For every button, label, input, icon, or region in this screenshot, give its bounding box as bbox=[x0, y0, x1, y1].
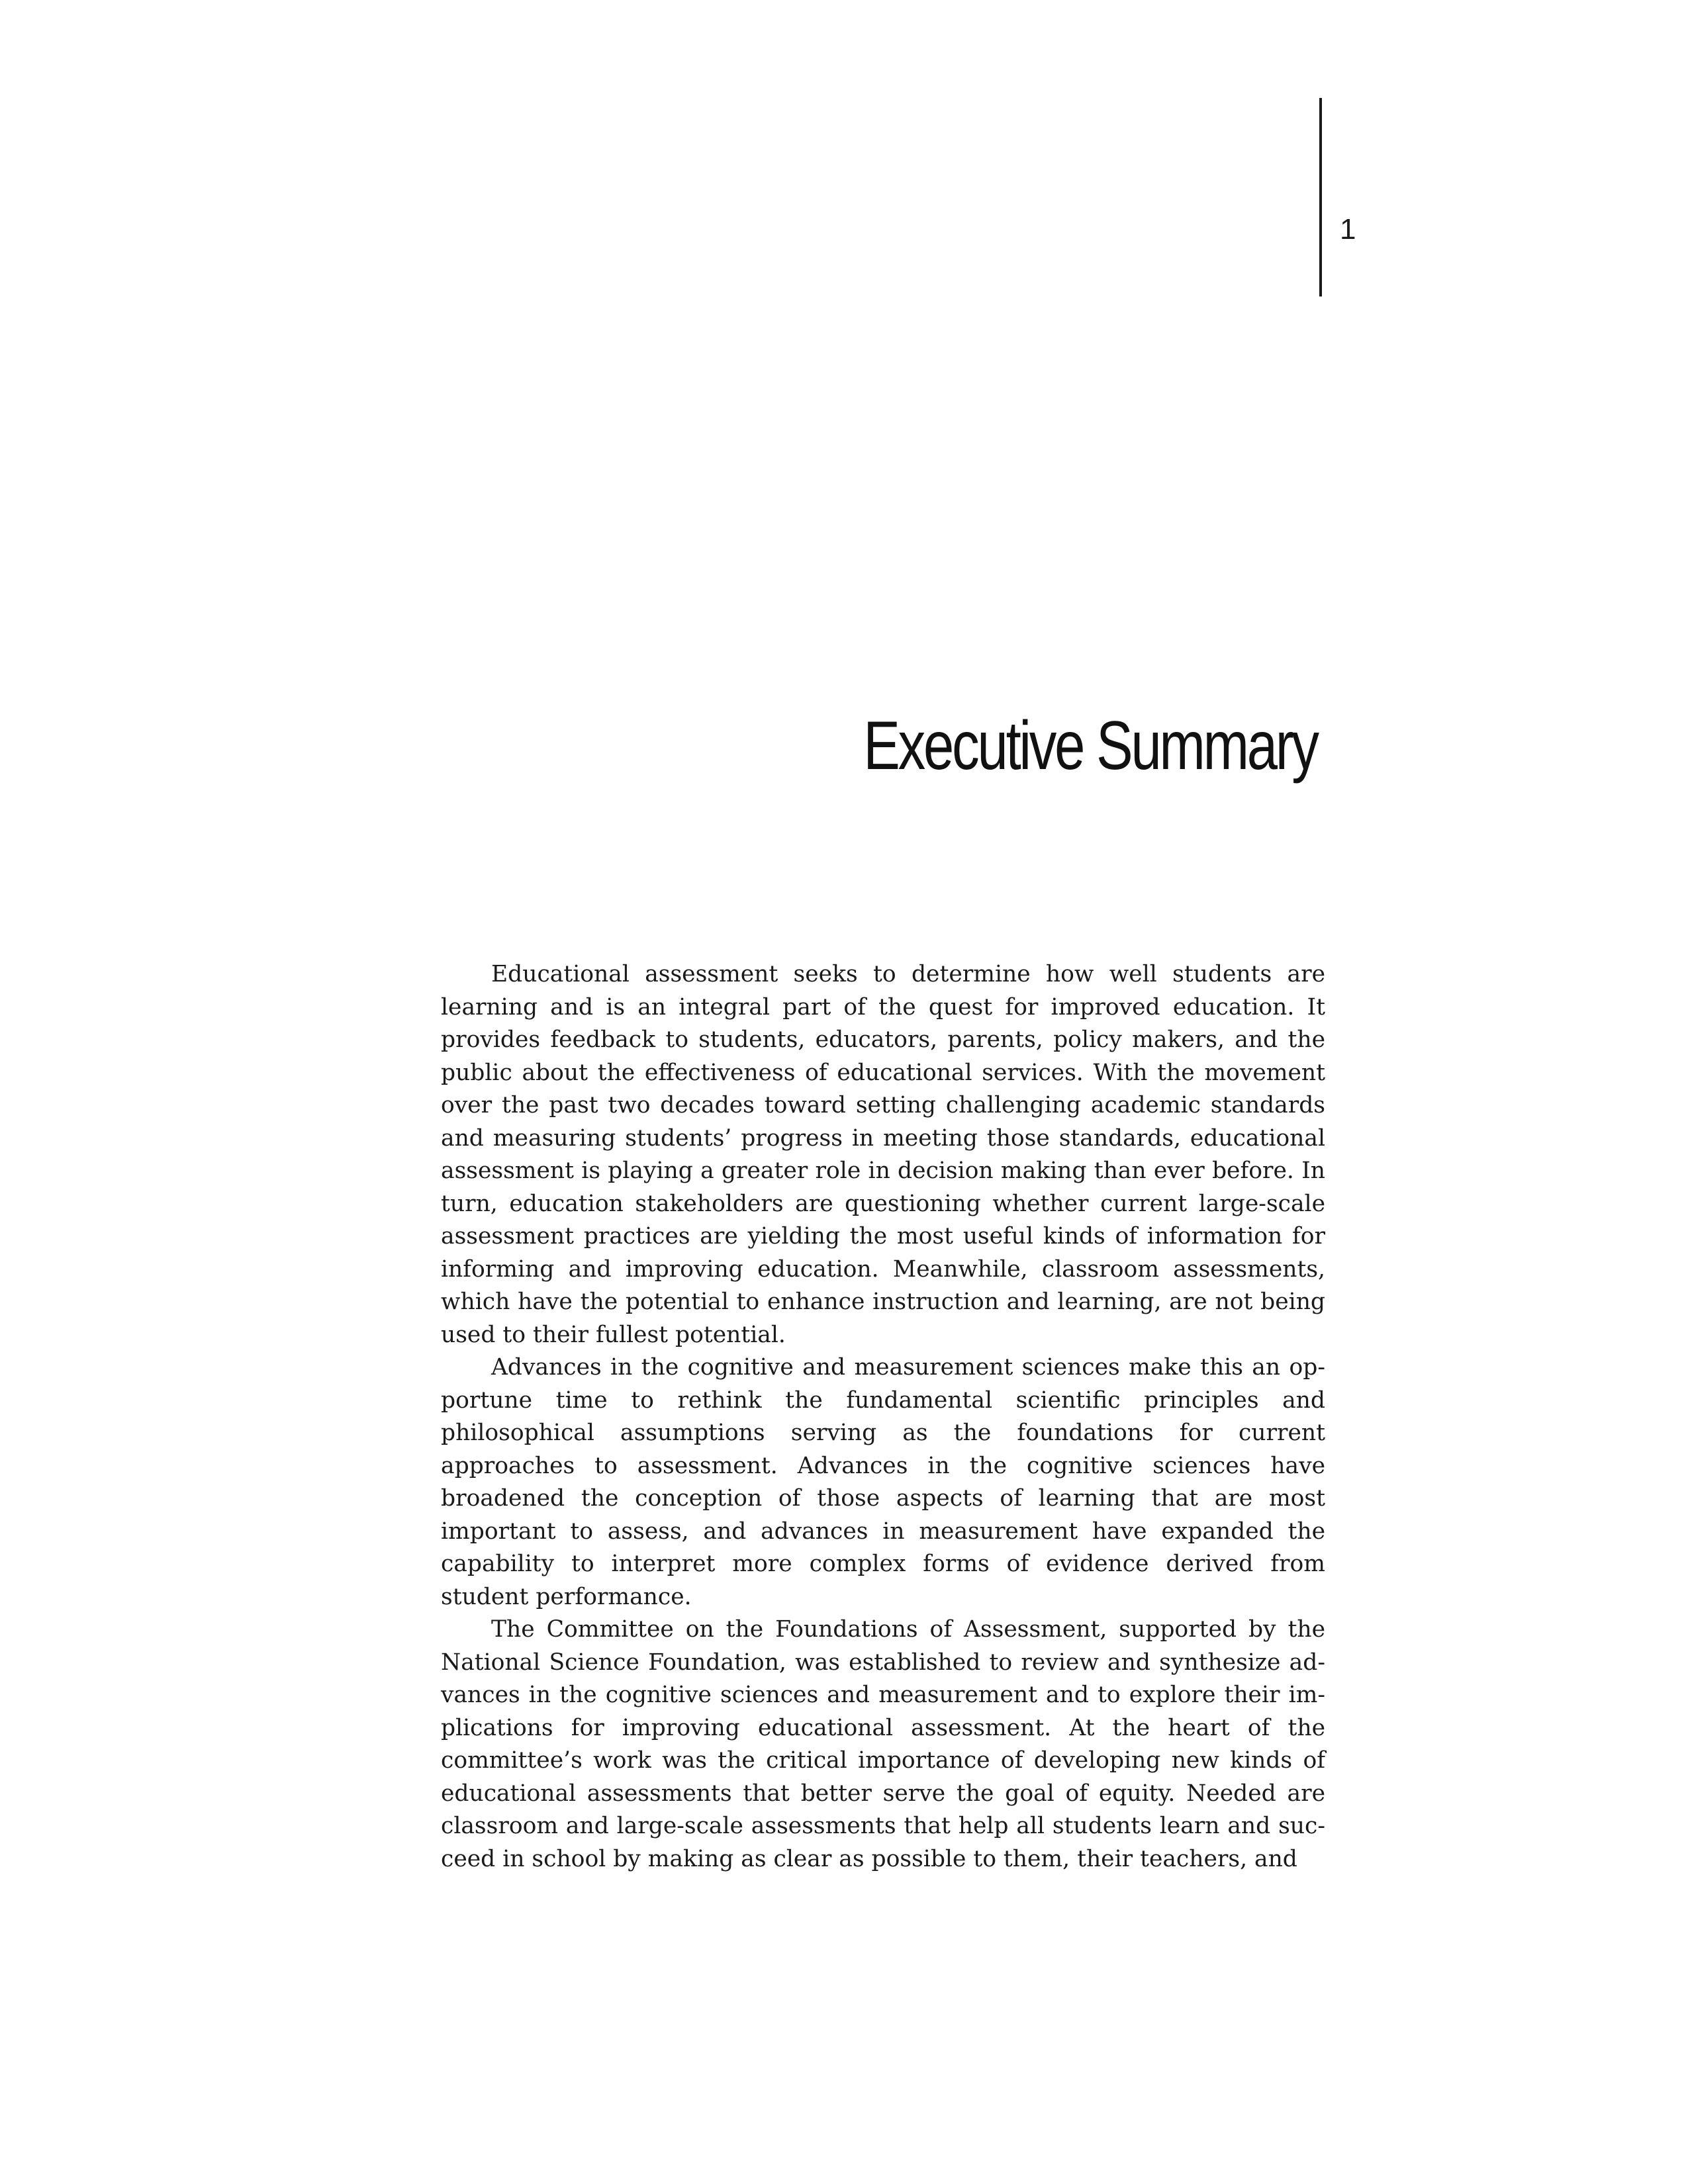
page-number: 1 bbox=[1340, 213, 1356, 246]
paragraph-1: Educational assessment seeks to determine how well students are learning and is an integral part of the quest for improved education. It provides feedback to students, educators, parents, policy makers, and the public about the effectiveness of educational services. With the movement over the past two decades toward setting challenging academic standards and measuring students’ progress in meeting those standards, educational assessment is playing a greater role in decision making than ever before. In turn, education stakeholders are questioning whether current large-scale assessment practices are yielding the most useful kinds of information for informing and improving education. Meanwhile, classroom assessments, which have the potential to enhance instruction and learning, are not being used to their fullest potential. bbox=[441, 961, 1325, 1348]
body-text bbox=[441, 958, 1325, 1876]
chapter-title: Executive Summary bbox=[863, 707, 1317, 784]
paragraph-3: The Committee on the Foundations of Assessment, supported by the National Science Foundation, was established to review and synthesize advances in the cognitive sciences and measurement and to explore their implications for improving educational assessment. At the heart of the committee’s work was the critical importance of developing new kinds of educational assessments that better serve the goal of equity. Needed are classroom and large-scale assessments that help all students learn and succeed in school by making as clear as possible to them, their teachers, and bbox=[441, 1616, 1325, 1872]
paragraph-2: Advances in the cognitive and measurement sciences make this an opportune time to rethink the fundamental scientific principles and philosophical assumptions serving as the foundations for current approaches to assessment. Advances in the cognitive sciences have broadened the conception of those aspects of learning that are most important to assess, and advances in measurement have expanded the capability to interpret more complex forms of evidence derived from student performance. bbox=[441, 1354, 1325, 1610]
chapter-divider-line bbox=[1319, 98, 1322, 296]
